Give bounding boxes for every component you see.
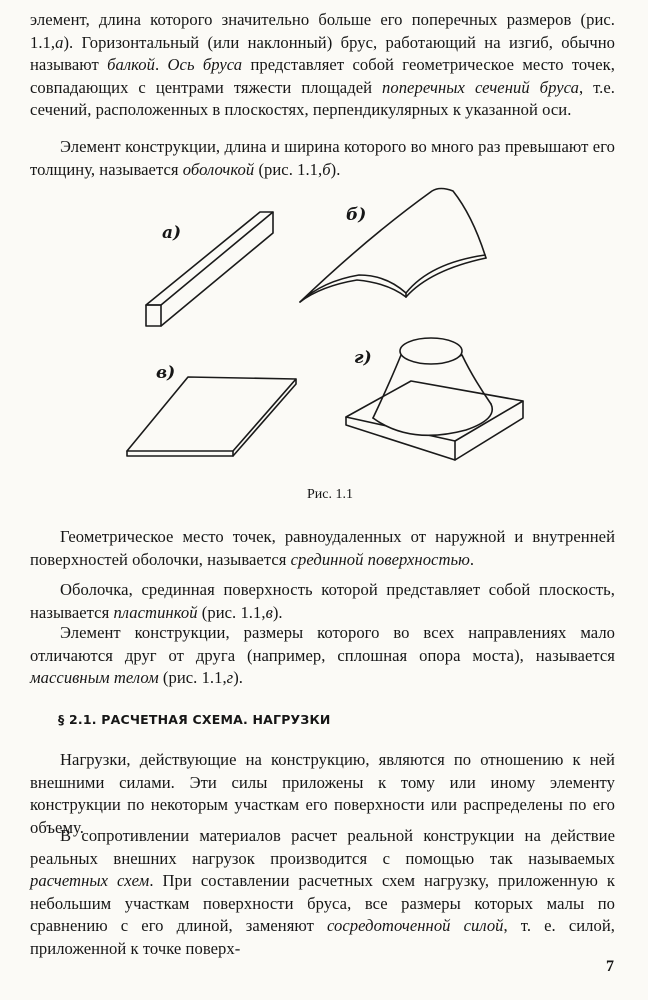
figure-caption: Рис. 1.1	[307, 487, 353, 502]
paragraph-bar-definition: элемент, длина которого значительно больше его поперечных размеров (рис. 1.1,а). Горизонтальный (или наклонный) брус, работающий на изгиб, обычно называют балкой. Ось бруса представляет собой геометрическое место точек, совпадающих с центрами тяжести площадей поперечных сечений бруса, т.е. сечений, расположенных в плоскостях, перпендикулярных к указанной оси.	[30, 10, 615, 119]
paragraph-loads: Нагрузки, действующие на конструкцию, являются по отношению к ней внешними силами. Эти силы приложены к тому или иному элементу конструкции по некоторым участкам его поверхности или распределены по его объему.	[30, 750, 615, 837]
figure-label-g: г)	[354, 348, 372, 368]
figure-drawing	[110, 185, 550, 485]
figure-label-b: б)	[346, 205, 367, 225]
figure-1-1	[110, 185, 550, 510]
plate-drawing	[127, 377, 296, 456]
figure-label-a: а)	[162, 223, 182, 243]
massive-body-drawing	[346, 338, 523, 460]
page-number: 7	[606, 958, 614, 975]
paragraph-design-schemes: В сопротивлении материалов расчет реальной конструкции на действие реальных внешних нагрузок производится с помощью так называемых расчетных схем. При составлении расчетных схем нагрузку, приложенную к небольшим участкам поверхности бруса, все размеры которых малы по сравнению с его длиной, заменяют сосредоточенной силой, т. е. силой, приложенной к точке поверх-	[30, 826, 615, 958]
paragraph-massive-body: Элемент конструкции, размеры которого во всех направлениях мало отличаются друг от друга (например, сплошная опора моста), называется массивным телом (рис. 1.1,г).	[30, 623, 615, 687]
paragraph-plate-definition: Оболочка, срединная поверхность которой представляет собой плоскость, называется пластинкой (рис. 1.1,в).	[30, 580, 615, 622]
shell-drawing	[300, 189, 486, 303]
figure-label-v: в)	[156, 363, 176, 383]
paragraph-middle-surface: Геометрическое место точек, равноудаленных от наружной и внутренней поверхностей оболочки, называется срединной поверхностью.	[30, 527, 615, 569]
section-heading: § 2.1. РАСЧЕТНАЯ СХЕМА. НАГРУЗКИ	[58, 712, 331, 727]
paragraph-shell-definition: Элемент конструкции, длина и ширина которого во много раз превышают его толщину, называется оболочкой (рис. 1.1,б).	[30, 137, 615, 179]
